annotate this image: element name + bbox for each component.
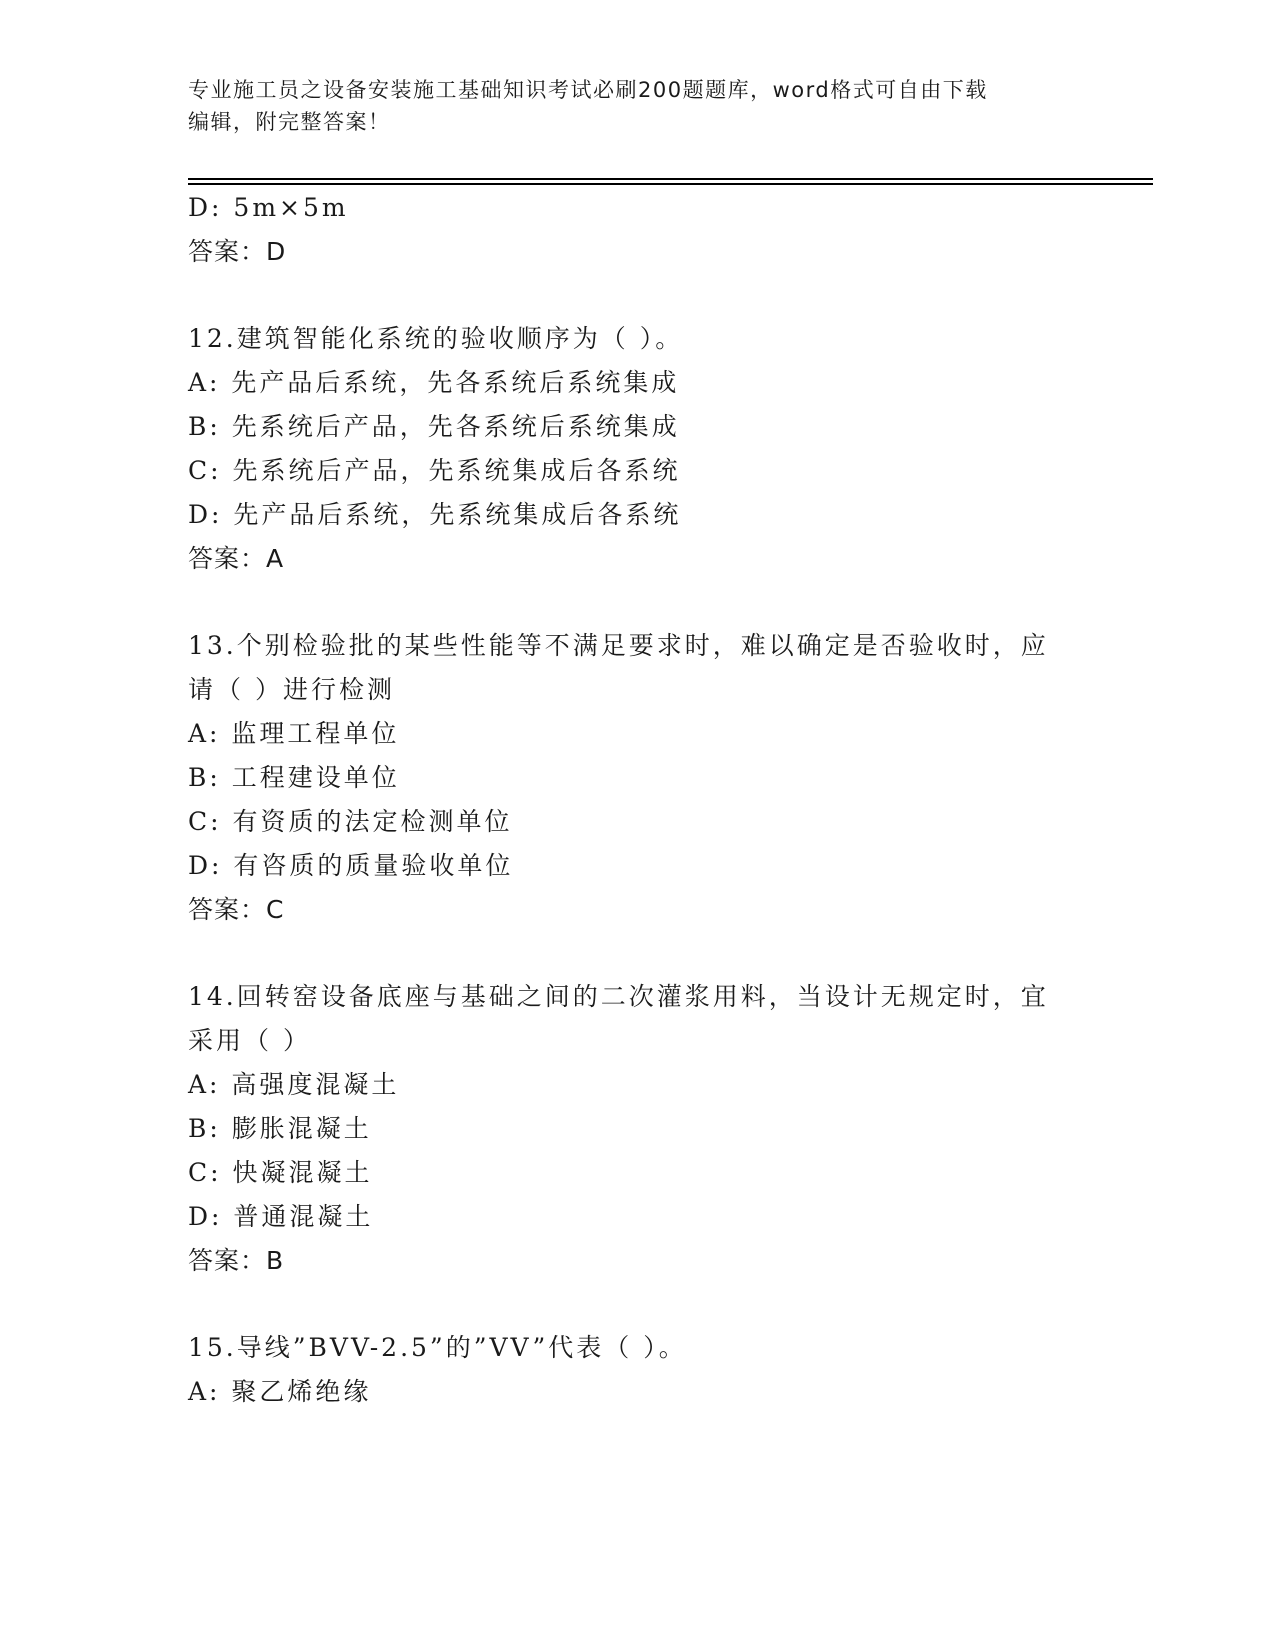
q12-option-a: A: 先产品后系统，先各系统后系统集成 <box>188 368 680 397</box>
q13-option-d: D: 有咨质的质量验收单位 <box>188 851 514 880</box>
q15-stem: 15.导线”BVV-2.5”的”VV”代表（ ）。 <box>188 1333 687 1362</box>
q13-option-a: A: 监理工程单位 <box>188 719 400 748</box>
q14-answer: 答案：B <box>188 1246 285 1275</box>
q13-answer: 答案：C <box>188 895 285 924</box>
q13-stem-line-1: 13.个别检验批的某些性能等不满足要求时，难以确定是否验收时，应 <box>188 631 1049 660</box>
q12-option-b: B: 先系统后产品，先各系统后系统集成 <box>188 412 680 441</box>
q14-stem-line-2: 采用（ ） <box>188 1026 311 1055</box>
q14-option-d: D: 普通混凝土 <box>188 1202 374 1231</box>
q12-answer: 答案：A <box>188 544 285 573</box>
header-divider-bottom <box>188 183 1153 185</box>
q12-option-d: D: 先产品后系统，先系统集成后各系统 <box>188 500 682 529</box>
q11-answer: 答案：D <box>188 237 287 266</box>
q14-option-c: C: 快凝混凝土 <box>188 1158 373 1187</box>
q11-option-d: D: 5m×5m <box>188 193 349 222</box>
q13-option-c: C: 有资质的法定检测单位 <box>188 807 513 836</box>
document-header <box>188 74 1068 138</box>
header-divider-top <box>188 178 1153 180</box>
q15-option-a: A: 聚乙烯绝缘 <box>188 1377 372 1406</box>
q14-stem-line-1: 14.回转窑设备底座与基础之间的二次灌浆用料，当设计无规定时，宜 <box>188 982 1049 1011</box>
q12-option-c: C: 先系统后产品，先系统集成后各系统 <box>188 456 681 485</box>
header-title-line-2: 编辑，附完整答案！ <box>188 110 391 134</box>
q13-stem-line-2: 请（ ）进行检测 <box>188 675 395 704</box>
q14-option-a: A: 高强度混凝土 <box>188 1070 400 1099</box>
q14-option-b: B: 膨胀混凝土 <box>188 1114 372 1143</box>
header-title-line-1: 专业施工员之设备安装施工基础知识考试必刷200题题库，word格式可自由下载 <box>188 78 988 102</box>
q13-option-b: B: 工程建设单位 <box>188 763 400 792</box>
q12-stem: 12.建筑智能化系统的验收顺序为（ ）。 <box>188 324 684 353</box>
